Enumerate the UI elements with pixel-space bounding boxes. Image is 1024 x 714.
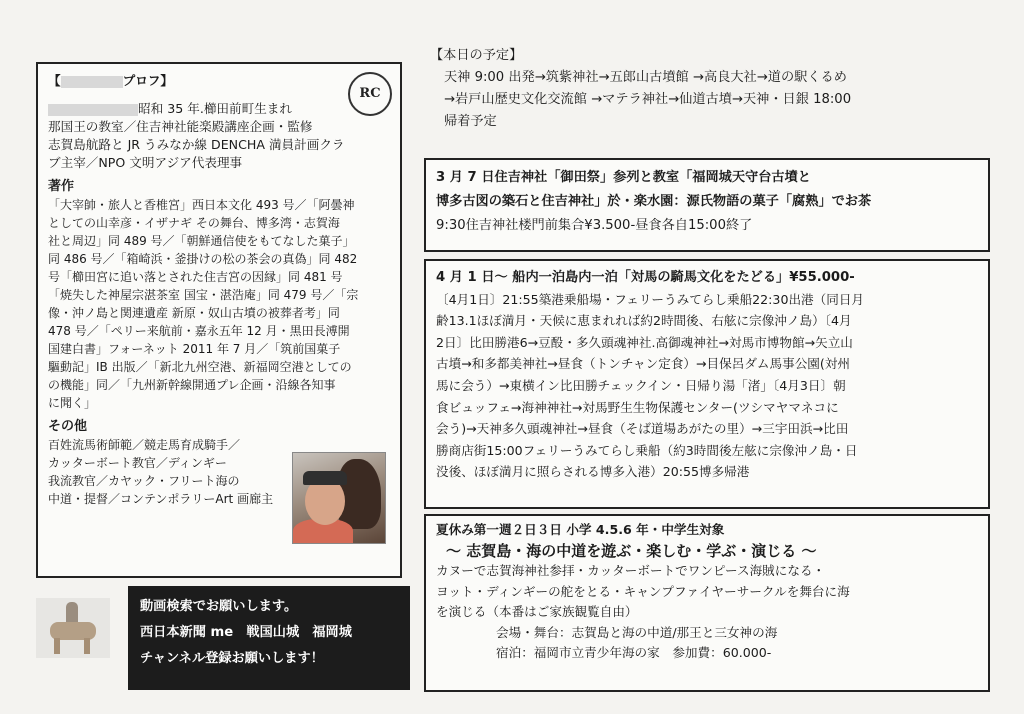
- event-line: 古墳→和多都美神社→昼食（トンチャン定食）→目保呂ダム馬事公園(対州: [436, 356, 851, 372]
- event-title-line: 3 月 7 日住吉神社「御田祭」参列と教室「福岡城天守台古墳と: [436, 170, 811, 185]
- hat-shape: [303, 471, 347, 485]
- schedule-line: 天神 9:00 出発→筑紫神社→五郎山古墳館 →高良大社→道の駅くるめ: [444, 70, 847, 85]
- other-line: 中道・提督／コンテンポラリーArt 画廊主: [48, 492, 274, 506]
- event-line: 食ビュッフェ→海神神社→対馬野生生物保護センター(ツシマヤマネコに: [436, 399, 839, 415]
- event-line: 会う)→天神多久頭魂神社→昼食（そば道場あがたの里）→三宇田浜→比田: [436, 421, 849, 437]
- works-line: に聞く」: [48, 396, 97, 410]
- event-april1: [424, 259, 990, 509]
- event-lodging: 宿泊：福岡市立青少年海の家 参加費：60.000-: [496, 645, 772, 660]
- event-title: 夏休み第一週２日３日 小学 4.5.6 年・中学生対象: [436, 522, 725, 537]
- event-line: を演じる（本番はご家族観覧自由）: [436, 604, 638, 619]
- statue-leg: [54, 638, 60, 654]
- works-list: [48, 196, 390, 412]
- event-line: カヌーで志賀海神社参拝・カッターボートでワンピース海賊になる・: [436, 563, 826, 578]
- works-heading: 著作: [48, 179, 75, 194]
- profile-title-close: プロフ】: [122, 73, 173, 88]
- event-headline: ～ 志賀島・海の中道を遊ぶ・楽しむ・学ぶ・演じる ～: [446, 541, 817, 560]
- schedule-line: →岩戸山歴史文化交流館 →マテラ神社→仙道古墳→天神・日銀 18:00: [444, 92, 852, 107]
- intro-line: 那国王の教室／住吉神社能楽殿講座企画・監修: [48, 119, 313, 134]
- banner-line: 動画検索でお願いします。: [140, 599, 298, 614]
- works-line: としての山幸彦・イザナギ その舞台、博多湾・志賀海: [48, 216, 340, 230]
- event-line: 〔4月1日〕21:55築港乗船場・フェリーうみてらし乗船22:30出港（同日月: [436, 291, 865, 307]
- other-line: 百姓流馬術師範／競走馬育成騎手／: [48, 438, 241, 452]
- event-title: 4 月 1 日～ 船内一泊島内一泊「対馬の騎馬文化をたどる」¥55.000-: [436, 270, 855, 285]
- works-line: 驅動記」IB 出版／「新北九州空港、新福岡空港としての: [48, 360, 352, 374]
- event-title-line: 博多古図の築石と住吉神社」於・楽水園：源氏物語の菓子「腐熟」でお茶: [436, 194, 872, 209]
- event-line: ヨット・ディンギーの舵をとる・キャンプファイヤーサークルを舞台に海: [436, 583, 850, 599]
- profile-photo: [292, 452, 386, 544]
- today-schedule: [430, 45, 990, 133]
- works-line: 像・沖ノ島と関連遺産 新原・奴山古墳の被葬者考」同: [48, 306, 340, 320]
- profile-title-open: 【: [48, 73, 61, 88]
- profile-intro: [48, 100, 390, 172]
- event-line: 没後、ほぼ満月に照らされる博多入港）20:55博多帰港: [436, 464, 750, 480]
- other-heading: その他: [48, 419, 88, 434]
- works-line: 同 486 号／「箱崎浜・釜掛けの松の茶会の真偽」同 482: [48, 252, 358, 266]
- works-line: 号「櫛田宮に追い落とされた住吉宮の因縁」同 481 号: [48, 270, 343, 284]
- intro-line: 志賀島航路と JR うみなか線 DENCHA 満員計画クラ: [48, 137, 345, 152]
- profile-title: [48, 72, 390, 90]
- event-march7: [424, 158, 990, 252]
- redacted-name: [61, 76, 123, 88]
- event-detail: 9:30住吉神社楼門前集合¥3.500-昼食各自15:00終了: [436, 218, 753, 233]
- event-line: 齢13.1ほぼ満月・天候に恵まれれば約2時間後、右舷に宗像沖ノ島）〔4月: [436, 313, 852, 329]
- horse-statue-image: [36, 598, 110, 658]
- statue-leg: [84, 638, 90, 654]
- other-line: カッターボート教官／ディンギー: [48, 456, 227, 470]
- event-summer: [424, 514, 990, 692]
- other-line: 我流教官／カヤック・フリート海の: [48, 474, 240, 488]
- works-line: 「大宰帥・旅人と香椎宮」西日本文化 493 号／「阿曇神: [48, 198, 355, 212]
- works-line: の機能」同／「九州新幹線開通プレ企画・沿線各知事: [48, 378, 336, 392]
- intro-line: 昭和 35 年.櫛田前町生まれ: [138, 101, 292, 116]
- video-banner: [128, 586, 410, 690]
- event-line: 2日〕比田勝港6→豆酘・多久頭魂神社.高御魂神社→対馬市博物館→矢立山: [436, 334, 853, 350]
- schedule-line: 帰着予定: [444, 114, 497, 129]
- event-line: 勝商店街15:00フェリーうみてらし乗船（約3時間後左舷に宗像沖ノ島・日: [436, 442, 858, 458]
- banner-line: チャンネル登録お願いします！: [140, 651, 324, 666]
- event-venue: 会場・舞台：志賀島と海の中道/那王と三女神の海: [496, 624, 778, 640]
- redacted-name: [48, 104, 138, 116]
- schedule-heading: 【本日の予定】: [430, 48, 523, 63]
- works-line: 社と周辺」同 489 号／「朝鮮通信使をもてなした菓子」: [48, 234, 355, 248]
- works-line: 国建白書」フォーネット 2011 年 7 月／「筑前国菓子: [48, 342, 341, 356]
- works-line: 478 号／「ペリー来航前・嘉永五年 12 月・黒田長溥開: [48, 324, 350, 338]
- intro-line: ブ主宰／NPO 文明アジア代表理事: [48, 155, 243, 170]
- event-line: 馬に会う）→東横イン比田勝チェックイン・日帰り湯「渚」〔4月3日〕朝: [436, 377, 846, 393]
- seal-stamp: RC: [348, 72, 392, 116]
- works-line: 「焼失した神屋宗湛茶室 国宝・湛浩庵」同 479 号／「宗: [48, 288, 359, 302]
- banner-line: 西日本新聞 me 戦国山城 福岡城: [140, 625, 352, 640]
- profile-box: [36, 62, 402, 578]
